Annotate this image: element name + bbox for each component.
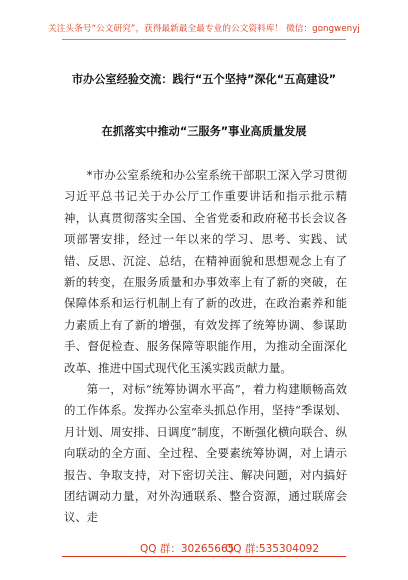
footer-divider bbox=[62, 556, 346, 557]
header-divider bbox=[62, 39, 346, 40]
document-title-line-1: 市办公室经验交流：践行“五个坚持”深化“五高建设” bbox=[71, 73, 337, 86]
header-banner: 关注头条号“公文研究”，获得最新最全最专业的公文资料库！ 微信：gongwenyj bbox=[48, 24, 360, 34]
footer-qq-groups bbox=[0, 541, 408, 555]
footer-qq-group-2: QQ 群:535304092 bbox=[225, 543, 320, 555]
body-paragraph-2: 第一，对标“统筹协调水平高”，着力构建顺畅高效的工作体系。发挥办公室牵头抓总作用，坚持“季谋划、月计划、周安排、日调度”制度，不断强化横向联合、纵向联动的全方面、全过程、全要素统筹协调，对上请示报告、争取支持，对下密切关注、解决问题，对内搞好团结调动力量，对外沟通联系、整合资源，通过联席会议、走 bbox=[64, 382, 347, 525]
body-paragraph-1: *市办公室系统和办公室系统干部职工深入学习贯彻习近平总书记关于办公厅工作重要讲话和指示批示精神，认真贯彻落实全国、全省党委和政府秘书长会议各项部署安排，经过一年以来的学习、思考、实践、试错、反思、沉淀、总结，在精神面貌和思想观念上有了新的转变，在服务质量和办事效率上有了新的突破，在保障体系和运行机制上有了新的改进，在政治素养和能力素质上有了新的增强，有效发挥了统筹协调、参谋助手、督促检查、服务保障等职能作用，为推动全面深化改革、推进中国式现代化玉溪实践贡献力量。 bbox=[64, 168, 347, 375]
footer-qq-group-1: QQ 群：30265665 bbox=[140, 543, 235, 555]
document-title-line-2: 在抓落实中推动“三服务”事业高质量发展 bbox=[101, 125, 307, 138]
